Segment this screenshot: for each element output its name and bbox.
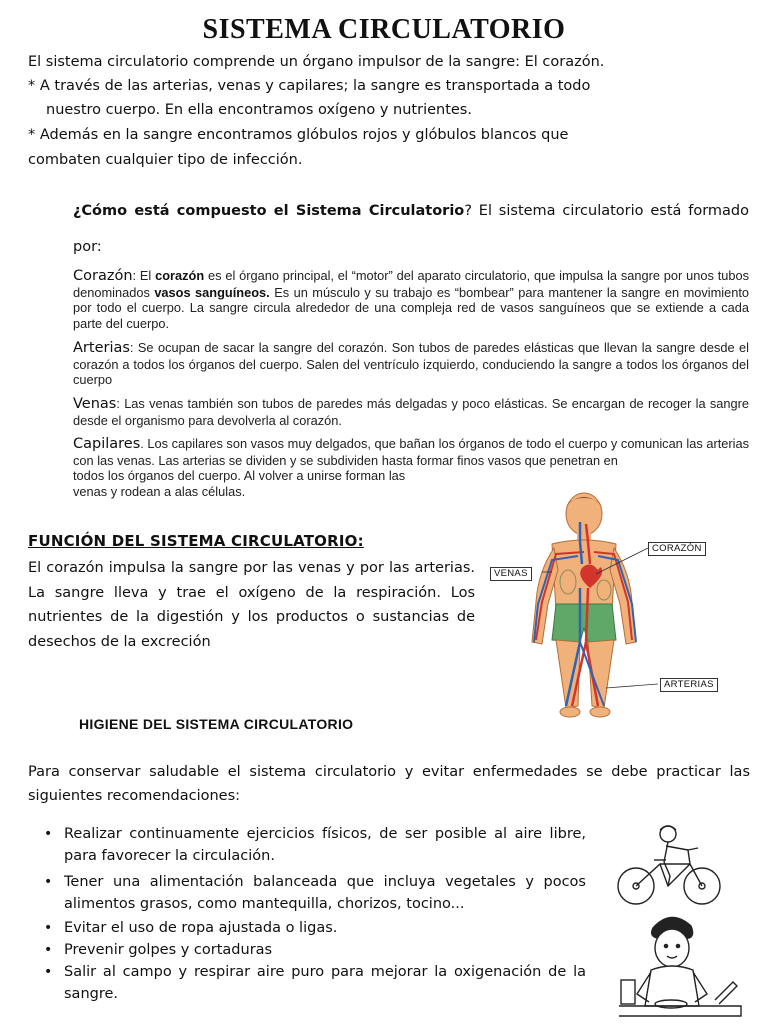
label-arterias: ARTERIAS — [660, 678, 718, 692]
term-arterias: Arterias — [73, 340, 130, 356]
label-corazon: CORAZÓN — [648, 542, 706, 556]
higiene-heading: HIGIENE DEL SISTEMA CIRCULATORIO — [79, 716, 354, 732]
recommendations-list — [44, 823, 586, 1005]
definition-text: : Las venas también son tubos de paredes más delgadas y poco elásticas. Se encargan de recoger la sangre desde el organismo para devolverla al corazón. — [73, 396, 749, 428]
definition-text: . Los capilares son vasos muy delgados, que bañan los órganos de todo el cuerpo y comunican las arterias con las venas. Las arterias se dividen y se subdividen hasta formar finos vasos que penetran en — [73, 436, 749, 468]
child-eating-icon — [615, 910, 745, 1020]
definition-bold: vasos sanguíneos. — [154, 284, 270, 300]
list-item: • Evitar el uso de ropa ajustada o ligas. — [44, 917, 586, 939]
question-rest: ? El sistema circulatorio está formado por: — [73, 203, 750, 255]
intro-line: * Además en la sangre encontramos glóbulos rojos y glóbulos blancos que — [28, 127, 569, 143]
label-venas: VENAS — [490, 567, 532, 581]
definition-bold: corazón — [155, 268, 205, 283]
term-corazon: Corazón — [73, 268, 133, 284]
intro-line: combaten cualquier tipo de infección. — [28, 152, 303, 168]
definition-arterias — [73, 340, 749, 388]
intro-line: * A través de las arterias, venas y capilares; la sangre es transportada a todo — [28, 78, 591, 94]
intro-line: nuestro cuerpo. En ella encontramos oxígeno y nutrientes. — [46, 102, 472, 118]
intro-line: El sistema circulatorio comprende un órgano impulsor de la sangre: El corazón. — [28, 54, 605, 70]
definition-text: : El — [132, 268, 156, 283]
list-item: • Tener una alimentación balanceada que incluya vegetales y pocos alimentos grasos, como mantequilla, chorizos, tocino... — [44, 871, 586, 915]
child-on-bicycle-icon — [610, 820, 730, 910]
higiene-intro: Para conservar saludable el sistema circulatorio y evitar enfermedades se debe practicar las siguientes recomendaciones: — [28, 764, 750, 804]
list-item: • Salir al campo y respirar aire puro para mejorar la oxigenación de la sangre. — [44, 961, 586, 1005]
question-bold: ¿Cómo está compuesto el Sistema Circulatorio — [73, 203, 465, 219]
page-title: SISTEMA CIRCULATORIO — [202, 14, 566, 45]
child-eating-drawing — [615, 910, 745, 1020]
definition-text: venas y rodean a alas células. — [73, 483, 246, 499]
definition-text: todos los órganos del cuerpo. Al volver a unirse forman las — [73, 468, 406, 484]
intro-paragraph — [28, 50, 748, 172]
definition-corazon — [73, 268, 749, 331]
list-item: • Realizar continuamente ejercicios físicos, de ser posible al aire libre, para favorecer la circulación. — [44, 823, 586, 867]
bicycle-drawing — [610, 820, 730, 910]
definition-text: Es un músculo y su trabajo es “bombear” para mantener la sangre en movimiento por todo el cuerpo. La sangre circula alrededor de una compleja red de vasos sanguíneos que se extiende a cada parte del cuerpo. — [73, 284, 749, 331]
definition-venas — [73, 396, 749, 428]
funcion-heading: FUNCIÓN DEL SISTEMA CIRCULATORIO: — [28, 532, 364, 550]
term-venas: Venas — [73, 396, 117, 412]
list-item: • Prevenir golpes y cortaduras — [44, 939, 586, 961]
definition-text: : Se ocupan de sacar la sangre del corazón. Son tubos de paredes elásticas que llevan la sangre desde el corazón a todos los órganos del cuerpo. Salen del ventrículo izquierdo, conduciendo la sangre a todos los órganos del cuerpo — [73, 340, 749, 388]
funcion-paragraph: El corazón impulsa la sangre por las venas y por las arterias. La sangre lleva y trae el oxígeno de la respiración. Los nutrientes de la digestión y los productos o sustancias de desechos de la excreción — [28, 560, 475, 650]
definition-text: es el órgano principal, el “motor” del aparato circulatorio, que impulsa la sangre por unos tubos denominados — [73, 268, 750, 300]
circulatory-diagram — [486, 492, 758, 724]
definition-capilares — [73, 436, 749, 499]
term-capilares: Capilares — [73, 436, 141, 452]
composition-question — [73, 193, 749, 265]
